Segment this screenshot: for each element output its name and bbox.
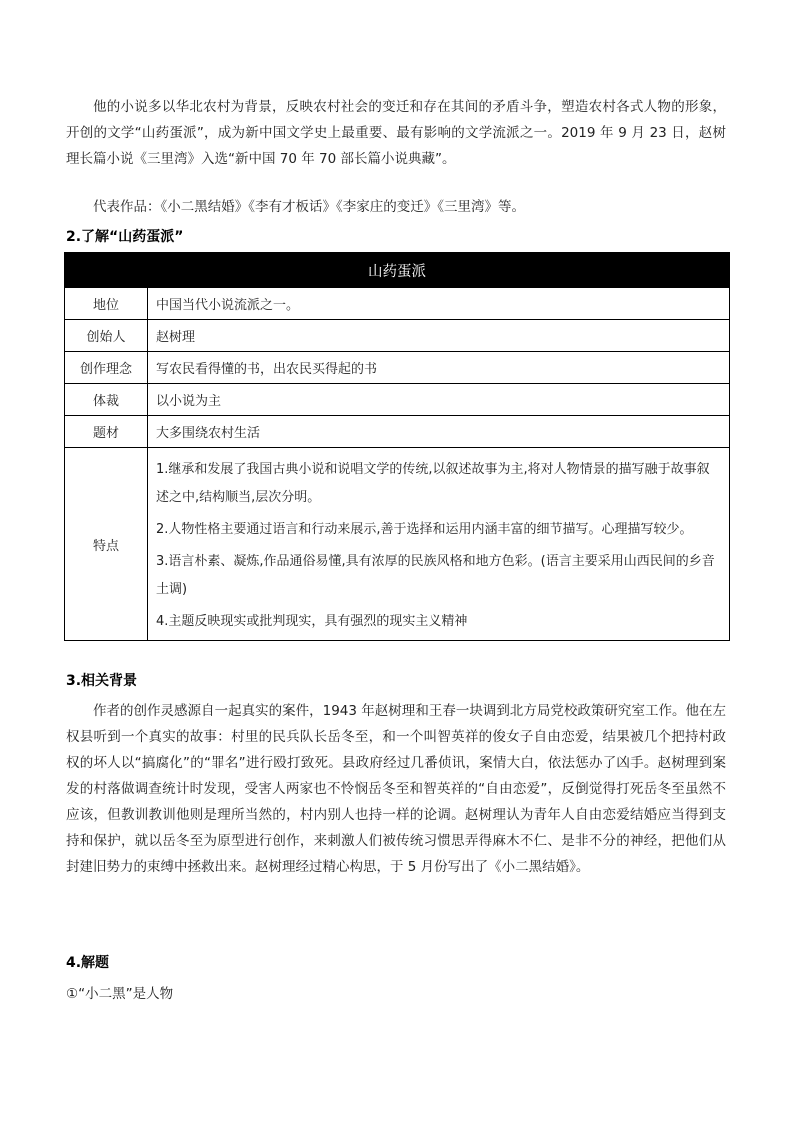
row-value: 中国当代小说流派之一。 bbox=[148, 288, 730, 320]
table-row bbox=[65, 384, 730, 416]
trait-item: 3.语言朴素、凝炼,作品通俗易懂,具有浓厚的民族风格和地方色彩。(语言主要采用山西民间的乡音土调) bbox=[156, 554, 715, 597]
row-value: 赵树理 bbox=[148, 320, 730, 352]
section-4-heading: 4.解题 bbox=[66, 955, 110, 971]
trait-item: 4.主题反映现实或批判现实，具有强烈的现实主义精神 bbox=[156, 614, 468, 629]
jieti-item-1: ①“小二黑”是人物 bbox=[66, 986, 174, 1002]
row-label: 地位 bbox=[65, 288, 148, 320]
table-row bbox=[65, 288, 730, 320]
table-row bbox=[65, 352, 730, 384]
row-label: 创始人 bbox=[65, 320, 148, 352]
traits-label: 特点 bbox=[65, 448, 148, 641]
row-value: 以小说为主 bbox=[148, 384, 730, 416]
row-label: 创作理念 bbox=[65, 352, 148, 384]
table-row-traits bbox=[65, 448, 730, 641]
traits-cell bbox=[148, 448, 730, 641]
table-title: 山药蛋派 bbox=[65, 253, 730, 288]
table-row bbox=[65, 416, 730, 448]
table-row bbox=[65, 320, 730, 352]
row-label: 题材 bbox=[65, 416, 148, 448]
background-paragraph: 作者的创作灵感源自一起真实的案件，1943 年赵树理和王春一块调到北方局党校政策研究室工作。他在左权县听到一个真实的故事：村里的民兵队长岳冬至，和一个叫智英祥的俊女子自由恋爱，结果被几个把持村政权的坏人以“搞腐化”的“罪名”进行殴打致死。县政府经过几番侦讯，案情大白，依法惩办了凶手。赵树理到案发的村落做调查统计时发现，受害人两家也不怜悯岳冬至和智英祥的“自由恋爱”，反倒觉得打死岳冬至虽然不应该，但教训教训他则是理所当然的，村内别人也持一样的论调。赵树理认为青年人自由恋爱结婚应当得到支持和保护，就以岳冬至为原型进行创作，来刺激人们被传统习惯思弄得麻木不仁、是非不分的神经，把他们从封建旧势力的束缚中拯救出来。赵树理经过精心构思，于 5 月份写出了《小二黑结婚》。 bbox=[66, 703, 726, 875]
row-value: 大多围绕农村生活 bbox=[148, 416, 730, 448]
section-3-heading: 3.相关背景 bbox=[66, 673, 138, 689]
section-2-heading: 2.了解“山药蛋派” bbox=[66, 229, 184, 245]
row-value: 写农民看得懂的书，出农民买得起的书 bbox=[148, 352, 730, 384]
trait-item: 1.继承和发展了我国古典小说和说唱文学的传统,以叙述故事为主,将对人物情景的描写融于故事叙述之中,结构顺当,层次分明。 bbox=[156, 462, 710, 505]
intro-paragraph-1: 他的小说多以华北农村为背景，反映农村社会的变迁和存在其间的矛盾斗争，塑造农村各式人物的形象，开创的文学“山药蛋派”，成为新中国文学史上最重要、最有影响的文学流派之一。2019 年 9 月 23 日，赵树理长篇小说《三里湾》入选“新中国 70 年 70 部长篇小说典藏”。 bbox=[66, 99, 726, 167]
trait-item: 2.人物性格主要通过语言和行动来展示,善于选择和运用内涵丰富的细节描写。心理描写较少。 bbox=[156, 522, 693, 537]
shanyaodan-table bbox=[64, 252, 730, 641]
row-label: 体裁 bbox=[65, 384, 148, 416]
intro-paragraph-2: 代表作品：《小二黑结婚》《李有才板话》《李家庄的变迁》《三里湾》等。 bbox=[93, 199, 525, 215]
